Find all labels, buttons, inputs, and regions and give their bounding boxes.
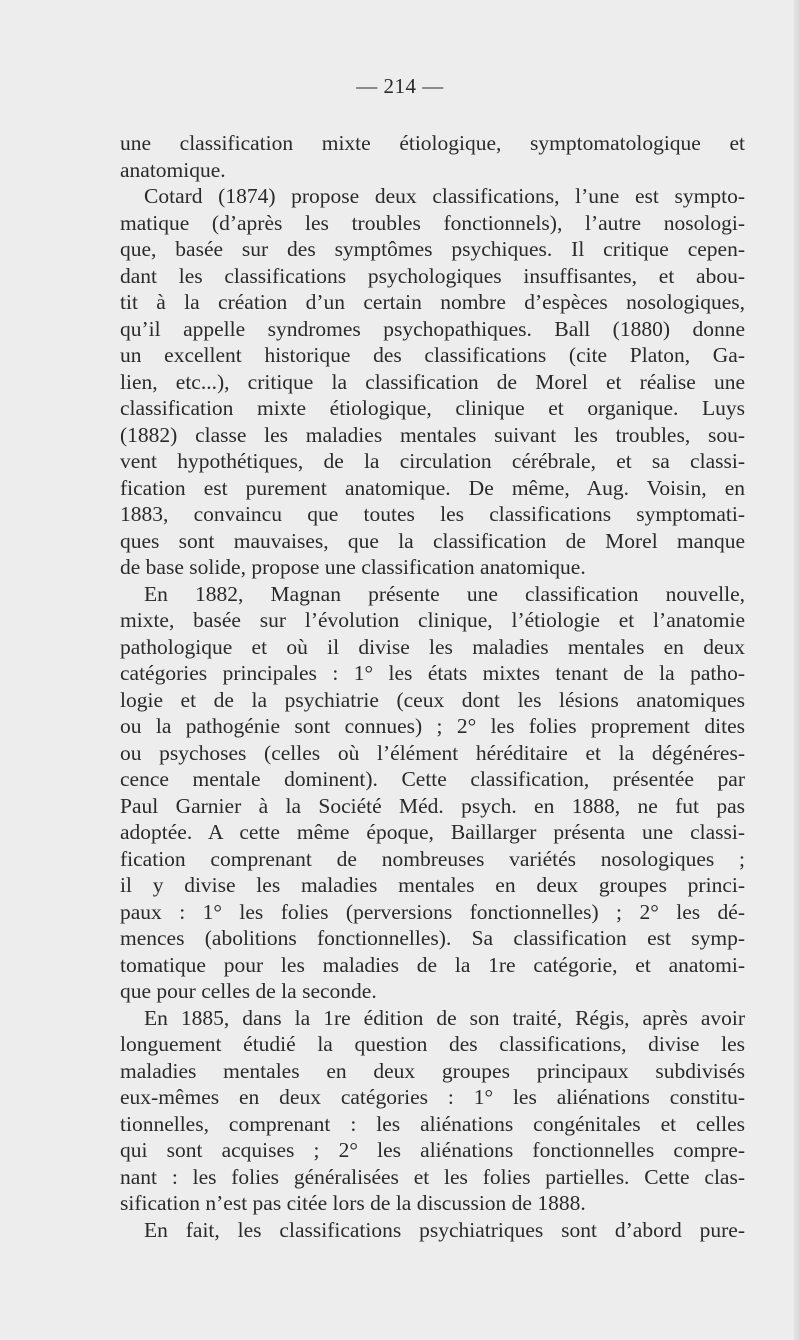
text-line: logie et de la psychiatrie (ceux dont les lésions anatomiques <box>120 687 745 712</box>
text-line: tionnelles, comprenant : les aliénations congénitales et celles <box>120 1111 745 1136</box>
text-line: ou la pathogénie sont connues) ; 2° les folies proprement dites <box>120 714 745 738</box>
text-line: qu’il appelle syndromes psychopathiques. Ball (1880) donne <box>120 316 745 341</box>
text-line: longuement étudié la question des classifications, divise les <box>120 1032 745 1056</box>
text-line: fication est purement anatomique. De même, Aug. Voisin, en <box>120 475 745 500</box>
text-line: un excellent historique des classifications (cite Platon, Ga- <box>120 343 745 367</box>
text-line: qui sont acquises ; 2° les aliénations fonctionnelles compre- <box>120 1138 745 1162</box>
text-line: En 1885, dans la 1re édition de son traité, Régis, après avoir <box>144 1005 745 1030</box>
page-number: — 214 — <box>356 74 444 98</box>
text-line: En 1882, Magnan présente une classification nouvelle, <box>144 581 745 606</box>
text-line: Paul Garnier à la Société Méd. psych. en 1888, ne fut pas <box>120 793 745 818</box>
text-line: nant : les folies généralisées et les folies partielles. Cette clas- <box>120 1164 745 1189</box>
text-line: 1883, convaincu que toutes les classifications symptomati- <box>120 502 745 526</box>
text-line: lien, etc...), critique la classification de Morel et réalise une <box>120 369 745 394</box>
text-line: classification mixte étiologique, clinique et organique. Luys <box>120 396 745 420</box>
text-line: tomatique pour les maladies de la 1re catégorie, et anatomi- <box>120 952 745 977</box>
text-line: mixte, basée sur l’évolution clinique, l’étiologie et l’anatomie <box>120 608 745 632</box>
text-line: En fait, les classifications psychiatriques sont d’abord pure- <box>144 1217 745 1242</box>
page-edge-shadow <box>794 0 800 1340</box>
text-line: que pour celles de la seconde. <box>120 979 377 1003</box>
text-line: tit à la création d’un certain nombre d’espèces nosologiques, <box>120 290 745 314</box>
text-line: sification n’est pas citée lors de la discussion de 1888. <box>120 1191 586 1215</box>
text-line: dant les classifications psychologiques insuffisantes, et abou- <box>120 263 745 288</box>
text-line: paux : 1° les folies (perversions fonctionnelles) ; 2° les dé- <box>120 899 745 924</box>
text-line: maladies mentales en deux groupes principaux subdivisés <box>120 1058 745 1083</box>
text-line: eux-mêmes en deux catégories : 1° les aliénations constitu- <box>120 1085 745 1109</box>
text-line: mences (abolitions fonctionnelles). Sa classification est symp- <box>120 926 745 950</box>
text-line: que, basée sur des symptômes psychiques. Il critique cepen- <box>120 237 745 261</box>
text-line: une classification mixte étiologique, symptomatologique et <box>120 131 745 155</box>
text-line: ques sont mauvaises, que la classification de Morel manque <box>120 528 745 553</box>
text-line: vent hypothétiques, de la circulation cérébrale, et sa classi- <box>120 449 745 473</box>
text-line: pathologique et où il divise les maladies mentales en deux <box>120 634 745 659</box>
text-line: cence mentale dominent). Cette classification, présentée par <box>120 767 745 791</box>
text-line: (1882) classe les maladies mentales suivant les troubles, sou- <box>120 422 745 447</box>
text-line: catégories principales : 1° les états mixtes tenant de la patho- <box>120 661 745 685</box>
text-line: matique (d’après les troubles fonctionnels), l’autre nosologi- <box>120 210 745 235</box>
body-text <box>120 130 745 1243</box>
text-line: anatomique. <box>120 157 226 182</box>
text-line: ou psychoses (celles où l’élément héréditaire et la dégénéres- <box>120 740 745 765</box>
text-line: adoptée. A cette même époque, Baillarger présenta une classi- <box>120 820 745 844</box>
text-line: fication comprenant de nombreuses variétés nosologiques ; <box>120 846 745 871</box>
text-line: de base solide, propose une classification anatomique. <box>120 555 586 579</box>
text-line: Cotard (1874) propose deux classifications, l’une est sympto- <box>144 184 745 208</box>
text-line: il y divise les maladies mentales en deux groupes princi- <box>120 873 745 897</box>
